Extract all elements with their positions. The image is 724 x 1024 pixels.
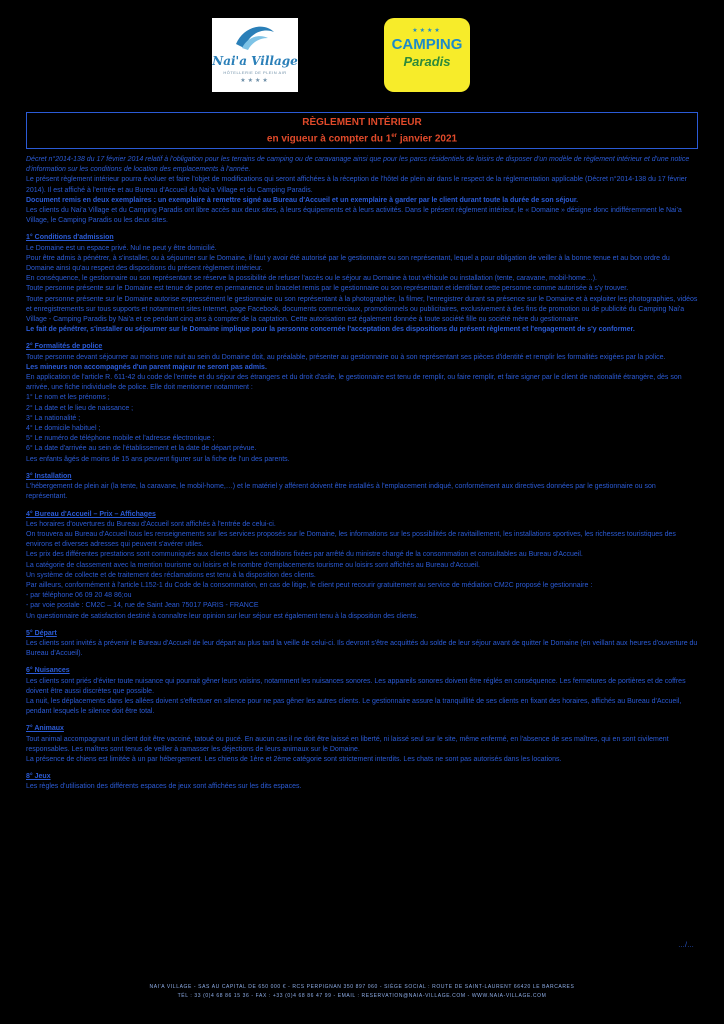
section-paragraph: Les mineurs non accompagnés d'un parent majeur ne seront pas admis. (26, 363, 267, 371)
document-body (26, 155, 698, 793)
intro-paragraph: Le présent règlement intérieur pourra évoluer et faire l'objet de modifications qui seront affichées à la réception de l'hôtel de plein air dans le respect de la réglementation applicable (Décret n°2014-138 du 17 février 2014). Il est affiché à l'entrée et au Bureau d'Accueil du Nai'a Village et du Camping Paradis. (26, 176, 688, 194)
intro-paragraph: Les clients du Nai'a Village et du Camping Paradis ont libre accès aux deux sites, à leurs équipements et à leurs activités. Dans le présent règlement intérieur, le « Domaine » désigne donc indifféremment le Nai'a Village, le Camping Paradis ou les deux sites. (26, 207, 682, 225)
section-paragraph: L'hébergement de plein air (la tente, la caravane, le mobil-home,…) et le matériel y afférent doivent être installés à l'emplacement indiqué, conformément aux directives données par le gestionnaire ou son représentant. (26, 483, 656, 501)
naia-village-logo (212, 18, 298, 92)
subtitle-sup: er (391, 133, 398, 139)
intro-paragraph: Document remis en deux exemplaires : un exemplaire à remettre signé au Bureau d'Accueil et un exemplaire à garder par le client durant toute la durée de son séjour. (26, 196, 579, 204)
section-paragraph: Le fait de pénétrer, s'installer ou séjourner sur le Domaine implique pour la personne concernée l'acceptation des dispositions du présent règlement et l'engagement de s'y conformer. (26, 326, 635, 334)
section-paragraph: Par ailleurs, conformément à l'article L152-1 du Code de la consommation, en cas de litige, le client peut recourir gratuitement au service de médiation CM2C proposé le gestionnaire : (26, 581, 593, 589)
section-paragraph: Les enfants âgés de moins de 15 ans peuvent figurer sur la fiche de l'un des parents. (26, 455, 290, 463)
section-paragraph: - par téléphone 06 09 20 48 86;ou (26, 592, 132, 600)
section-paragraph: Les prix des différentes prestations sont communiqués aux clients dans les conditions fixées par arrêté du ministre chargé de la consommation et consultables au Bureau d'Accueil. (26, 551, 583, 559)
camping-logo-name: Paradis (403, 54, 451, 69)
section-paragraph: Pour être admis à pénétrer, à s'installer, ou à séjourner sur le Domaine, il faut y avoir été autorisé par le gestionnaire ou son représentant, lequel a pour obligation de veiller à la bonne tenue et au bon ordre du Domaine ainsi qu'au respect des dispositions du présent règlement intérieur. (26, 254, 670, 273)
camping-logo-word: CAMPING (391, 36, 463, 53)
section-paragraph: La nuit, les déplacements dans les allées doivent s'effectuer en silence pour ne pas gêner les autres clients. Le gestionnaire assure la tranquillité de ses clients en fixant des horaires, affichés au Bureau d'Accueil, pendant lesquels le silence doit être total. (26, 697, 682, 716)
section-heading: 5° Départ (26, 629, 57, 637)
section-heading: 1° Conditions d'admission (26, 234, 114, 242)
section-paragraph: La catégorie de classement avec la mention tourisme ou loisirs et le nombre d'emplacements tourisme ou loisirs sont affichés au Bureau d'Accueil. (26, 561, 480, 569)
section-paragraph: Toute personne présente sur le Domaine est tenue de porter en permanence un bracelet remis par le gestionnaire ou son représentant et identifiant cette personne comme autorisée à s'y trouver. (26, 285, 629, 293)
section-heading: 2° Formalités de police (26, 343, 103, 351)
section-heading: 4° Bureau d'Accueil – Prix – Affichages (26, 510, 156, 518)
section-heading: 8° Jeux (26, 773, 51, 781)
wave-icon (234, 22, 276, 52)
section-paragraph: Un système de collecte et de traitement des réclamations est tenu à la disposition des clients. (26, 571, 316, 579)
list-item: 1° Le nom et les prénoms ; (26, 394, 110, 402)
intro-decret: Décret n°2014-138 du 17 février 2014 relatif à l'obligation pour les terrains de camping ou de caravanage ainsi que pour les parcs résidentiels de loisirs de disposer d'un modèle de règlement intérieur et d'une notice d'information sur les conditions de location des emplacements à l'année. (26, 156, 690, 174)
section-paragraph: Toute personne devant séjourner au moins une nuit au sein du Domaine doit, au préalable, présenter au gestionnaire ou à son représentant ses pièces d'identité et remplir les formalités exigées par la police. (26, 353, 666, 361)
document-title: RÈGLEMENT INTÉRIEUR (302, 117, 422, 128)
list-item: 2° La date et le lieu de naissance ; (26, 404, 134, 412)
naia-logo-subtitle: HÔTELLERIE DE PLEIN AIR (223, 70, 287, 75)
section-paragraph: En application de l'article R. 611-42 du code de l'entrée et du séjour des étrangers et du droit d'asile, le gestionnaire est tenu de remplir, ou faire remplir, et faire signer par le client de nationalité étrangère, dès son arrivée, une fiche individuelle de police. Elle doit mentionner notamment : (26, 374, 682, 392)
list-item: 4° Le domicile habituel ; (26, 425, 101, 433)
section-paragraph: Les horaires d'ouvertures du Bureau d'Accueil sont affichés à l'entrée de celui-ci. (26, 520, 276, 528)
list-item: 3° La nationalité ; (26, 414, 81, 422)
section-paragraph: Les clients sont invités à prévenir le Bureau d'Accueil de leur départ au plus tard la veille de celui-ci. Ils devront s'être acquittés du solde de leur séjour avant de quitter le Domaine (en veillant aux heures d'ouverture du Bureau d'Accueil). (26, 639, 698, 658)
section-paragraph: En conséquence, le gestionnaire ou son représentant se réserve la possibilité de refuser l'accès ou le séjour au Domaine à tout véhicule ou installation (tente, caravane, mobil-home…). (26, 275, 597, 283)
section-paragraph: La présence de chiens est limitée à un par hébergement. Les chiens de 1ère et 2ème catégorie sont strictement interdits. Les chats ne sont pas autorisés dans les locations. (26, 755, 562, 763)
section-heading: 7° Animaux (26, 725, 64, 733)
section-heading: 3° Installation (26, 472, 72, 480)
subtitle-text-end: janvier 2021 (397, 133, 458, 145)
section-paragraph: Tout animal accompagnant un client doit être vacciné, tatoué ou pucé. En aucun cas il ne doit être laissé en liberté, ni laissé seul sur le site, même enfermé, en l'absence de ses maîtres, qui en sont civilement responsables. Les maîtres sont tenus de veiller à ramasser les déjections de leurs animaux sur le Domaine. (26, 735, 669, 753)
camping-paradis-logo (384, 18, 470, 92)
section-paragraph: On trouvera au Bureau d'Accueil tous les renseignements sur les services proposés sur le Domaine, les informations sur les possibilités de ravitaillement, les installations sportives, les richesses touristiques des environs et diverses adresses qui peuvent s'avérer utiles. (26, 530, 676, 549)
continuation-mark: …/… (678, 942, 694, 949)
section-paragraph: Toute personne présente sur le Domaine autorise expressément le gestionnaire ou son représentant à la photographier, la filmer, l'enregistrer durant sa présence sur le Domaine et à exploiter les photographies, vidéos et enregistrements sur tous supports et notamment sites Internet, page Facebook, documents commerciaux, promotionnels ou publicitaires, exclusivement à des fins de promotion ou de publicité du Camping Nai'a Village - Camping Paradis by Nai'a et ce pendant cinq ans à compter de la captation. Cette autorisation est également donnée à toute société fille ou société mère du gestionnaire. (26, 295, 698, 324)
subtitle-text: en vigueur à compter du 1 (266, 133, 392, 145)
section-paragraph: - par voie postale : CM2C – 14, rue de Saint Jean 75017 PARIS - FRANCE (26, 602, 259, 610)
list-item: 6° La date d'arrivée au sein de l'établissement et la date de départ prévue. (26, 445, 257, 453)
naia-logo-name: Nai'a Village (212, 54, 298, 68)
section-paragraph: Les règles d'utilisation des différents espaces de jeux sont affichées sur les dits espaces. (26, 783, 302, 791)
naia-logo-stars: ★★★★ (240, 78, 270, 84)
section-heading: 6° Nuisances (26, 667, 70, 675)
list-item: 5° Le numéro de téléphone mobile et l'adresse électronique ; (26, 435, 215, 443)
section-paragraph: Un questionnaire de satisfaction destiné à connaître leur opinion sur leur séjour est également tenu à la disposition des clients. (26, 612, 419, 620)
logos (0, 18, 724, 98)
section-paragraph: Les clients sont priés d'éviter toute nuisance qui pourrait gêner leurs voisins, notamment les nuisances sonores. Les appareils sonores doivent être réglés en conséquence. Les fermetures de portières et de coffres doivent être aussi discrètes que possible. (26, 677, 686, 695)
footer-line: NAI'A VILLAGE - SAS AU CAPITAL DE 650 000 € - RCS PERPIGNAN 350 897 060 - SIÈGE SOCIAL : ROUTE DE SAINT-LAURENT 66420 LE BARCARES (149, 984, 575, 990)
title-box (26, 112, 698, 149)
footer-line: TÉL : 33 (0)4 68 86 15 36 - FAX : +33 (0)4 68 86 47 99 - EMAIL : RESERVATION@NAIA-VILLAGE.COM - WWW.NAIA-VILLAGE.COM (177, 993, 547, 999)
camping-logo-stars: ★★★★ (412, 28, 442, 34)
section-paragraph: Le Domaine est un espace privé. Nul ne peut y être domicilié. (26, 244, 217, 252)
document-subtitle (27, 129, 697, 146)
